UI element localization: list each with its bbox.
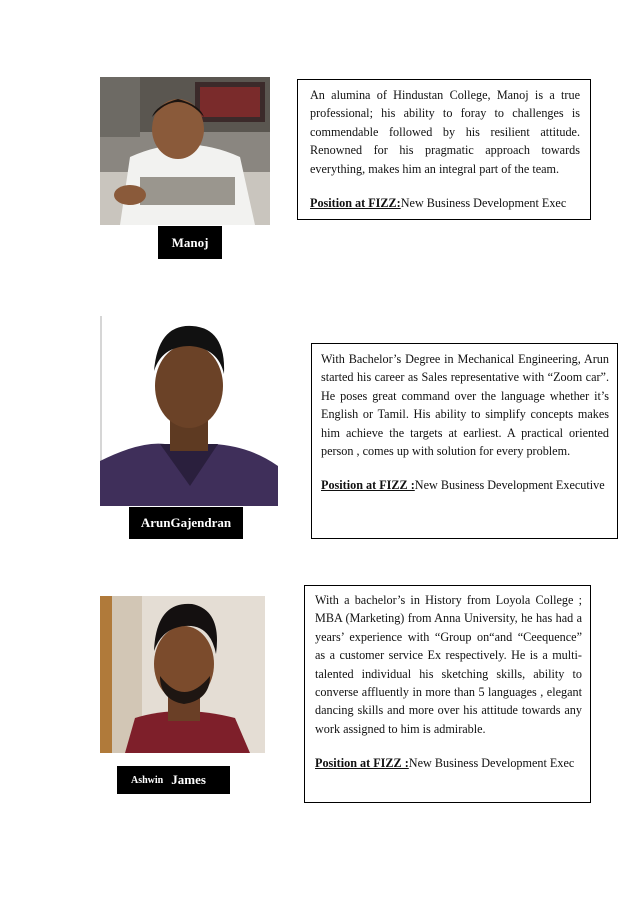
profile-photo-ashwin [100,596,265,753]
profile-bio-box-ashwin [304,585,591,803]
position-label: Position at FIZZ : [315,756,409,771]
position-value: New Business Development Exec [400,196,567,211]
profile-bio-text: With a bachelor’s in History from Loyola College ; MBA (Marketing) from Anna University, he has had a years’ experience with “Group on“and “Ceequence” as a customer service Ex respectively. He is a multi-talented individual his sketching skills, ability to converse affluently in more than 5 languages , elegant dancing skills and more over his attitude towards any work assigned to him is admirable. [315,593,582,736]
profile-bio-text: With Bachelor’s Degree in Mechanical Engineering, Arun started his career as Sales representative with “Zoom car”. He poses great command over the language whether it’s English or Tamil. His ability to simplify concepts makes him achieve the targets at earliest. A practical oriented person , comes up with solution for every problem. [321,352,609,459]
profile-photo-arun [100,316,278,506]
profile-bio-box-manoj [297,79,591,220]
profile-bio-box-arun [311,343,618,539]
profile-position [321,476,609,494]
position-value: New Business Development Executive [414,478,605,493]
profile-position [315,754,582,772]
position-value: New Business Development Exec [408,756,575,771]
profile-name-ashwin [117,766,230,794]
position-label: Position at FIZZ : [321,478,415,493]
profile-name-arun: ArunGajendran [129,507,243,539]
profile-name-main: James [171,772,206,787]
profile-position [310,194,580,212]
profile-name-manoj: Manoj [158,226,222,259]
profile-photo-manoj [100,77,270,225]
profile-bio-text: An alumina of Hindustan College, Manoj is a true professional; his ability to foray to challenges is commendable followed by his resilient attitude. Renowned for his pragmatic approach towards everything, makes him an integral part of the team. [310,88,580,176]
profile-name-prefix: Ashwin [131,774,164,786]
position-label: Position at FIZZ: [310,196,401,211]
